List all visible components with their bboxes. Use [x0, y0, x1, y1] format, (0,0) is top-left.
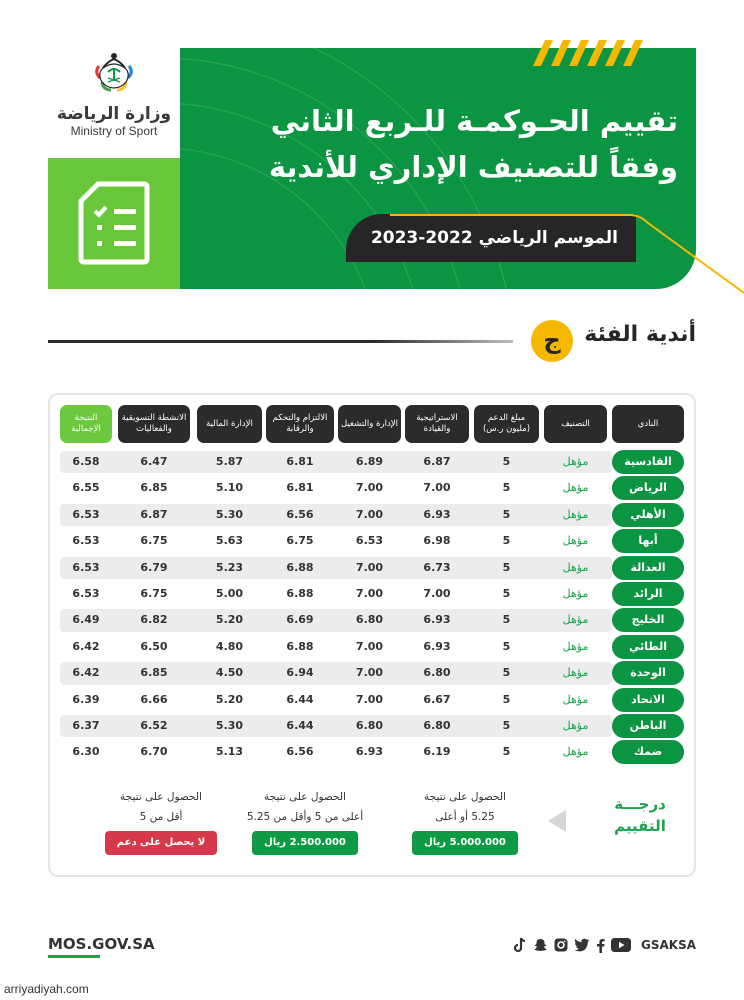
cell-strategy: 6.87	[423, 455, 451, 468]
section-divider	[48, 340, 513, 343]
cell-compliance: 6.81	[286, 455, 314, 468]
cell-total: 6.58	[72, 455, 100, 468]
cell-compliance: 6.88	[286, 560, 314, 574]
twitter-icon[interactable]	[574, 938, 590, 952]
cell-operations: 6.80	[355, 613, 384, 627]
cell-classification: مؤهل	[562, 639, 589, 653]
club-name-pill: الرياض	[612, 476, 684, 500]
cell-strategy: 6.98	[423, 534, 451, 548]
tier-amount-badge: 5.000.000 ريال	[412, 831, 518, 855]
cell-total: 6.37	[72, 718, 100, 732]
tier-condition: الحصول على نتيجة	[264, 791, 346, 803]
cell-finance: 5.30	[215, 507, 244, 521]
club-name-pill: ضمك	[612, 740, 684, 764]
tier-low	[96, 787, 226, 855]
club-name-pill: الوحدة	[612, 661, 684, 685]
cell-compliance: 6.56	[286, 507, 314, 521]
checklist-document-icon	[78, 181, 150, 265]
cell-finance: 5.13	[215, 745, 244, 759]
table-row	[60, 581, 684, 607]
cell-operations: 7.00	[355, 481, 384, 495]
snapchat-icon[interactable]	[533, 938, 548, 953]
cell-marketing: 6.87	[140, 507, 168, 521]
header-support: مبلغ الدعم (مليون ر.س)	[474, 405, 539, 443]
website-underline	[48, 955, 100, 958]
cell-compliance: 6.81	[286, 481, 314, 495]
cell-operations: 7.00	[355, 507, 384, 521]
table-row	[60, 475, 684, 501]
cell-support: 5	[502, 507, 511, 521]
header-strategy: الاستراتيجية والقيادة	[405, 405, 469, 443]
cell-support: 5	[502, 455, 511, 468]
cell-compliance: 6.44	[286, 718, 314, 732]
governance-table	[48, 393, 696, 877]
cell-finance: 5.00	[215, 586, 244, 600]
table-row	[60, 660, 684, 686]
cell-classification: مؤهل	[562, 455, 589, 468]
header-compliance: الالتزام والتحكم والرقابة	[266, 405, 334, 443]
cell-total: 6.53	[72, 560, 100, 574]
club-name-pill: القادسية	[612, 450, 684, 474]
rating-legend	[60, 775, 684, 865]
cell-support: 5	[502, 745, 511, 759]
cell-compliance: 6.75	[286, 534, 314, 548]
table-row	[60, 449, 684, 475]
cell-total: 6.42	[72, 666, 100, 680]
table-row	[60, 739, 684, 765]
cell-classification: مؤهل	[562, 666, 589, 680]
cell-finance: 5.87	[215, 455, 244, 468]
cell-support: 5	[502, 666, 511, 680]
cell-operations: 7.00	[355, 639, 384, 653]
table-row	[60, 687, 684, 713]
cell-strategy: 6.93	[423, 613, 451, 627]
cell-operations: 6.89	[355, 455, 384, 468]
facebook-icon[interactable]	[596, 938, 605, 953]
header-marketing: الانشطة التسويقية والفعاليات	[118, 405, 190, 443]
table-row	[60, 607, 684, 633]
category-badge: ج	[531, 320, 573, 362]
cell-finance: 5.10	[215, 481, 244, 495]
cell-support: 5	[502, 560, 511, 574]
cell-total: 6.30	[72, 745, 100, 759]
header-finance: الإدارة المالية	[197, 405, 262, 443]
cell-classification: مؤهل	[562, 613, 589, 627]
legend-title-line-1: درجـــة	[614, 795, 666, 813]
cell-marketing: 6.75	[140, 534, 168, 548]
season-label: الموسم الرياضي 2022-2023	[346, 214, 636, 262]
ministry-logo	[48, 48, 180, 156]
table-body	[60, 449, 684, 766]
tier-range: 5.25 أو أعلى	[435, 811, 495, 823]
cell-finance: 4.80	[215, 639, 244, 653]
cell-finance: 4.50	[215, 666, 244, 680]
cell-strategy: 6.80	[423, 666, 451, 680]
cell-strategy: 6.67	[423, 692, 451, 706]
table-header	[60, 405, 684, 443]
cell-compliance: 6.88	[286, 586, 314, 600]
club-name-pill: الأهلي	[612, 503, 684, 527]
ministry-of-sport-logo-icon	[89, 48, 139, 98]
header-classification: التصنيف	[544, 405, 607, 443]
cell-total: 6.53	[72, 534, 100, 548]
category-title: أندية الفئة	[584, 322, 696, 347]
cell-operations: 6.53	[355, 534, 384, 548]
cell-marketing: 6.70	[140, 745, 168, 759]
ministry-name-english: Ministry of Sport	[70, 124, 158, 138]
cell-marketing: 6.52	[140, 718, 168, 732]
cell-operations: 6.93	[355, 745, 384, 759]
tier-range: أعلى من 5 وأقل من 5.25	[246, 811, 364, 823]
cell-finance: 5.63	[215, 534, 244, 548]
club-name-pill: العدالة	[612, 556, 684, 580]
cell-total: 6.55	[72, 481, 100, 495]
cell-total: 6.53	[72, 507, 100, 521]
legend-title-line-2: التقييم	[614, 817, 666, 835]
cell-marketing: 6.66	[140, 692, 168, 706]
cell-compliance: 6.94	[286, 666, 314, 680]
ministry-name-arabic: وزارة الرياضة	[56, 104, 172, 124]
page-title	[198, 98, 678, 190]
cell-marketing: 6.50	[140, 639, 168, 653]
cell-strategy: 6.73	[423, 560, 451, 574]
cell-finance: 5.23	[215, 560, 244, 574]
cell-marketing: 6.79	[140, 560, 168, 574]
checklist-icon-block	[48, 158, 180, 289]
cell-operations: 7.00	[355, 666, 384, 680]
social-handle: GSAKSA	[640, 938, 696, 952]
cell-operations: 7.00	[355, 560, 384, 574]
header-total: النتيجة الإجمالية	[60, 405, 112, 443]
cell-support: 5	[502, 534, 511, 548]
cell-strategy: 7.00	[423, 481, 451, 495]
tier-high	[400, 787, 530, 855]
table-row	[60, 528, 684, 554]
tier-condition: الحصول على نتيجة	[120, 791, 202, 803]
club-name-pill: أبها	[612, 529, 684, 553]
cell-compliance: 6.88	[286, 639, 314, 653]
tier-mid	[240, 787, 370, 855]
gold-accent-line	[340, 205, 744, 300]
cell-total: 6.42	[72, 639, 100, 653]
club-name-pill: الخليج	[612, 608, 684, 632]
header-operations: الإدارة والتشغيل	[338, 405, 401, 443]
youtube-icon[interactable]	[611, 938, 631, 952]
cell-classification: مؤهل	[562, 560, 589, 574]
cell-support: 5	[502, 481, 511, 495]
cell-strategy: 6.80	[423, 718, 451, 732]
cell-operations: 6.80	[355, 718, 384, 732]
website-link[interactable]: MOS.GOV.SA	[48, 935, 155, 953]
cell-finance: 5.20	[215, 692, 244, 706]
club-name-pill: الرائد	[612, 582, 684, 606]
cell-support: 5	[502, 639, 511, 653]
cell-marketing: 6.75	[140, 586, 168, 600]
tier-range: أقل من 5	[139, 811, 183, 823]
instagram-icon[interactable]	[554, 938, 568, 952]
cell-operations: 7.00	[355, 586, 384, 600]
cell-support: 5	[502, 718, 511, 732]
source-watermark: arriyadiyah.com	[4, 982, 89, 996]
cell-marketing: 6.82	[140, 613, 168, 627]
table-row	[60, 555, 684, 581]
arrow-left-icon	[548, 810, 566, 832]
table-row	[60, 713, 684, 739]
cell-support: 5	[502, 586, 511, 600]
cell-finance: 5.30	[215, 718, 244, 732]
tier-condition: الحصول على نتيجة	[424, 791, 506, 803]
table-row	[60, 634, 684, 660]
tier-amount-badge: 2.500.000 ريال	[252, 831, 358, 855]
cell-total: 6.49	[72, 613, 100, 627]
cell-strategy: 6.93	[423, 639, 451, 653]
legend-title	[606, 793, 674, 837]
cell-total: 6.53	[72, 586, 100, 600]
club-name-pill: الباطن	[612, 714, 684, 738]
table-row	[60, 502, 684, 528]
title-line-2: وفقاً للتصنيف الإداري للأندية	[268, 150, 678, 184]
cell-strategy: 6.93	[423, 507, 451, 521]
cell-classification: مؤهل	[562, 507, 589, 521]
club-name-pill: الطائي	[612, 635, 684, 659]
title-line-1: تقييم الحـوكمـة للـربع الثاني	[270, 104, 678, 138]
cell-total: 6.39	[72, 692, 100, 706]
cell-classification: مؤهل	[562, 692, 589, 706]
tier-no-support-badge: لا يحصل على دعم	[105, 831, 217, 855]
cell-classification: مؤهل	[562, 586, 589, 600]
cell-marketing: 6.85	[140, 666, 168, 680]
cell-classification: مؤهل	[562, 481, 589, 495]
cell-compliance: 6.56	[286, 745, 314, 759]
cell-operations: 7.00	[355, 692, 384, 706]
cell-compliance: 6.44	[286, 692, 314, 706]
cell-marketing: 6.47	[140, 455, 168, 468]
social-links	[513, 936, 696, 954]
club-name-pill: الاتحاد	[612, 688, 684, 712]
header-club: النادي	[612, 405, 684, 443]
cell-support: 5	[502, 613, 511, 627]
cell-strategy: 7.00	[423, 586, 451, 600]
cell-strategy: 6.19	[423, 745, 451, 759]
yellow-stripes-decoration	[523, 40, 643, 66]
cell-classification: مؤهل	[562, 745, 589, 759]
cell-classification: مؤهل	[562, 718, 589, 732]
cell-support: 5	[502, 692, 511, 706]
cell-classification: مؤهل	[562, 534, 589, 548]
tiktok-icon[interactable]	[513, 937, 527, 953]
cell-compliance: 6.69	[286, 613, 314, 627]
cell-marketing: 6.85	[140, 481, 168, 495]
cell-finance: 5.20	[215, 613, 244, 627]
